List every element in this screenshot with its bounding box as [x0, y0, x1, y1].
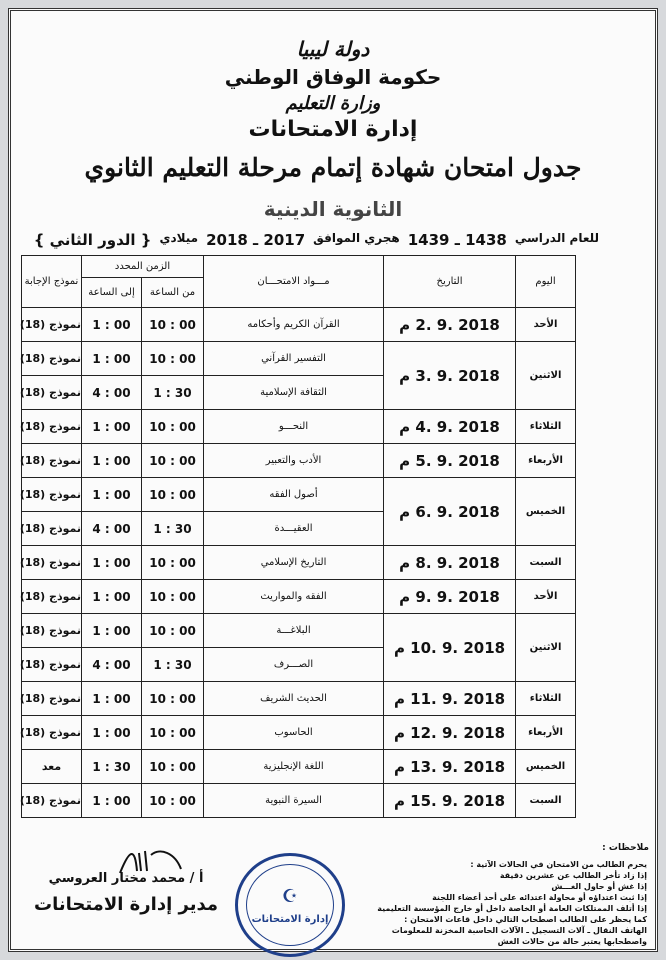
note-line: الهاتف النقال ـ آلات التسجيل ـ الآلات الحاسبة المخزنة للمعلومات	[391, 926, 647, 935]
date-cell: 2018 .9 .5 م	[384, 444, 516, 478]
answer-model-cell: نموذج (18)	[22, 648, 82, 682]
seal-text: إدارة الامتحانات	[251, 914, 329, 925]
answer-model-cell: نموذج (18)	[22, 444, 82, 478]
from-time-cell: 10 : 00	[142, 716, 204, 750]
header-subject: مـــواد الامتحـــان	[204, 256, 384, 308]
answer-model-cell: نموذج (18)	[22, 580, 82, 614]
table-row	[22, 478, 576, 512]
subject-cell: العقيـــدة	[204, 512, 384, 546]
day-cell: الاثنين	[516, 614, 576, 682]
day-cell: الثلاثاء	[516, 682, 576, 716]
note-line: إذا أتلف الممتلكات العامة أو الخاصة داخل أو خارج المؤسسة التعليمية	[377, 904, 647, 913]
exam-round: { الدور الثاني }	[33, 231, 152, 249]
answer-model-cell: نموذج (18)	[22, 376, 82, 410]
year-suffix: ميلادي	[159, 231, 199, 245]
day-cell: الأحد	[516, 308, 576, 342]
signer-name: أ / محمد مختار العروسي	[48, 871, 204, 886]
answer-model-cell: معد	[22, 750, 82, 784]
government-name: حكومة الوفاق الوطني	[224, 65, 442, 89]
from-time-cell: 10 : 00	[142, 614, 204, 648]
header-date: التاريخ	[384, 256, 516, 308]
table-row	[22, 614, 576, 648]
from-time-cell: 10 : 00	[142, 580, 204, 614]
day-cell: الأربعاء	[516, 444, 576, 478]
from-time-cell: 10 : 00	[142, 410, 204, 444]
to-time-cell: 1 : 00	[82, 580, 142, 614]
answer-model-cell: نموذج (18)	[22, 308, 82, 342]
subject-cell: الثقافة الإسلامية	[204, 376, 384, 410]
note-line: واصطحابها يعتبر حالة من حالات الغش	[497, 937, 647, 946]
note-line: إذا غش أو حاول الغـــش	[551, 882, 647, 891]
to-time-cell: 1 : 00	[82, 342, 142, 376]
answer-model-cell: نموذج (18)	[22, 614, 82, 648]
table-row	[22, 580, 576, 614]
notes-title: ملاحظات :	[602, 843, 649, 853]
to-time-cell: 1 : 00	[82, 410, 142, 444]
answer-model-cell: نموذج (18)	[22, 410, 82, 444]
answer-model-cell: نموذج (18)	[22, 342, 82, 376]
signer-title: مدير إدارة الامتحانات	[34, 894, 218, 915]
answer-model-cell: نموذج (18)	[22, 478, 82, 512]
subject-cell: التفسير القرآني	[204, 342, 384, 376]
country-name: دولة ليبيا	[296, 37, 370, 61]
day-cell: الأحد	[516, 580, 576, 614]
to-time-cell: 1 : 00	[82, 614, 142, 648]
date-cell: 2018 .9 .3 م	[384, 342, 516, 410]
academic-year-line	[33, 231, 599, 249]
from-time-cell: 1 : 30	[142, 376, 204, 410]
subject-cell: القرآن الكريم وأحكامه	[204, 308, 384, 342]
exam-schedule-table	[21, 255, 576, 818]
header-day: اليوم	[516, 256, 576, 308]
notes-list	[377, 859, 647, 947]
subject-cell: الحديث الشريف	[204, 682, 384, 716]
from-time-cell: 10 : 00	[142, 478, 204, 512]
answer-model-cell: نموذج (18)	[22, 682, 82, 716]
table-row	[22, 410, 576, 444]
day-cell: الأربعاء	[516, 716, 576, 750]
exam-schedule-document	[8, 8, 658, 952]
subject-cell: الصـــرف	[204, 648, 384, 682]
department-name: إدارة الامتحانات	[248, 117, 418, 142]
crescent-star-icon: ☪	[281, 886, 299, 907]
subject-cell: السيرة النبوية	[204, 784, 384, 818]
to-time-cell: 1 : 00	[82, 478, 142, 512]
day-cell: السبت	[516, 546, 576, 580]
from-time-cell: 10 : 00	[142, 342, 204, 376]
signature-block	[31, 871, 221, 915]
table-row	[22, 308, 576, 342]
date-cell: 2018 .9 .11 م	[384, 682, 516, 716]
year-mid: هجري الموافق	[313, 231, 400, 245]
to-time-cell: 4 : 00	[82, 648, 142, 682]
note-line: إذا ثبت اعتداؤه أو محاولة اعتدائه على أحد أعضاء اللجنة	[432, 893, 647, 902]
to-time-cell: 1 : 00	[82, 546, 142, 580]
answer-model-cell: نموذج (18)	[22, 784, 82, 818]
date-cell: 2018 .9 .15 م	[384, 784, 516, 818]
answer-model-cell: نموذج (18)	[22, 546, 82, 580]
from-time-cell: 10 : 00	[142, 308, 204, 342]
official-seal	[235, 853, 345, 957]
from-time-cell: 1 : 30	[142, 512, 204, 546]
to-time-cell: 1 : 00	[82, 716, 142, 750]
year-gregorian: 2017 ـ 2018	[206, 231, 306, 249]
document-subtitle: الثانوية الدينية	[263, 197, 403, 221]
to-time-cell: 1 : 00	[82, 444, 142, 478]
ministry-name: وزارة التعليم	[285, 93, 381, 114]
subject-cell: التاريخ الإسلامي	[204, 546, 384, 580]
header-model: نموذج الإجابة	[22, 256, 82, 308]
day-cell: الخميس	[516, 478, 576, 546]
day-cell: الثلاثاء	[516, 410, 576, 444]
year-hijri: 1438 ـ 1439	[407, 231, 507, 249]
table-row	[22, 784, 576, 818]
day-cell: السبت	[516, 784, 576, 818]
table-row	[22, 342, 576, 376]
document-title: جدول امتحان شهادة إتمام مرحلة التعليم الثانوي	[84, 153, 582, 182]
subject-cell: النحـــو	[204, 410, 384, 444]
subject-cell: الحاسوب	[204, 716, 384, 750]
subject-cell: أصول الفقه	[204, 478, 384, 512]
answer-model-cell: نموذج (18)	[22, 716, 82, 750]
header-to: إلى الساعة	[82, 278, 142, 308]
from-time-cell: 10 : 00	[142, 546, 204, 580]
note-line: يحرم الطالب من الامتحان في الحالات الآتية :	[470, 860, 647, 869]
date-cell: 2018 .9 .6 م	[384, 478, 516, 546]
day-cell: الاثنين	[516, 342, 576, 410]
date-cell: 2018 .9 .13 م	[384, 750, 516, 784]
header-from: من الساعة	[142, 278, 204, 308]
to-time-cell: 4 : 00	[82, 376, 142, 410]
from-time-cell: 10 : 00	[142, 682, 204, 716]
header-time-group: الزمن المحدد	[82, 256, 204, 278]
from-time-cell: 10 : 00	[142, 750, 204, 784]
to-time-cell: 1 : 00	[82, 682, 142, 716]
subject-cell: اللغة الإنجليزية	[204, 750, 384, 784]
from-time-cell: 1 : 30	[142, 648, 204, 682]
answer-model-cell: نموذج (18)	[22, 512, 82, 546]
to-time-cell: 1 : 00	[82, 308, 142, 342]
table-row	[22, 750, 576, 784]
table-row	[22, 716, 576, 750]
table-row	[22, 682, 576, 716]
from-time-cell: 10 : 00	[142, 784, 204, 818]
subject-cell: البلاغـــة	[204, 614, 384, 648]
date-cell: 2018 .9 .4 م	[384, 410, 516, 444]
subject-cell: الفقه والمواريث	[204, 580, 384, 614]
year-prefix: للعام الدراسي	[514, 231, 599, 245]
day-cell: الخميس	[516, 750, 576, 784]
date-cell: 2018 .9 .12 م	[384, 716, 516, 750]
date-cell: 2018 .9 .9 م	[384, 580, 516, 614]
to-time-cell: 4 : 00	[82, 512, 142, 546]
date-cell: 2018 .9 .10 م	[384, 614, 516, 682]
table-row	[22, 546, 576, 580]
date-cell: 2018 .9 .2 م	[384, 308, 516, 342]
date-cell: 2018 .9 .8 م	[384, 546, 516, 580]
to-time-cell: 1 : 30	[82, 750, 142, 784]
note-line: إذا زاد تأخر الطالب عن عشرين دقيقة	[499, 871, 647, 880]
table-row	[22, 444, 576, 478]
subject-cell: الأدب والتعبير	[204, 444, 384, 478]
note-line: كما يحظر على الطالب اصطحاب التالي داخل قاعات الامتحان :	[404, 915, 647, 924]
to-time-cell: 1 : 00	[82, 784, 142, 818]
from-time-cell: 10 : 00	[142, 444, 204, 478]
